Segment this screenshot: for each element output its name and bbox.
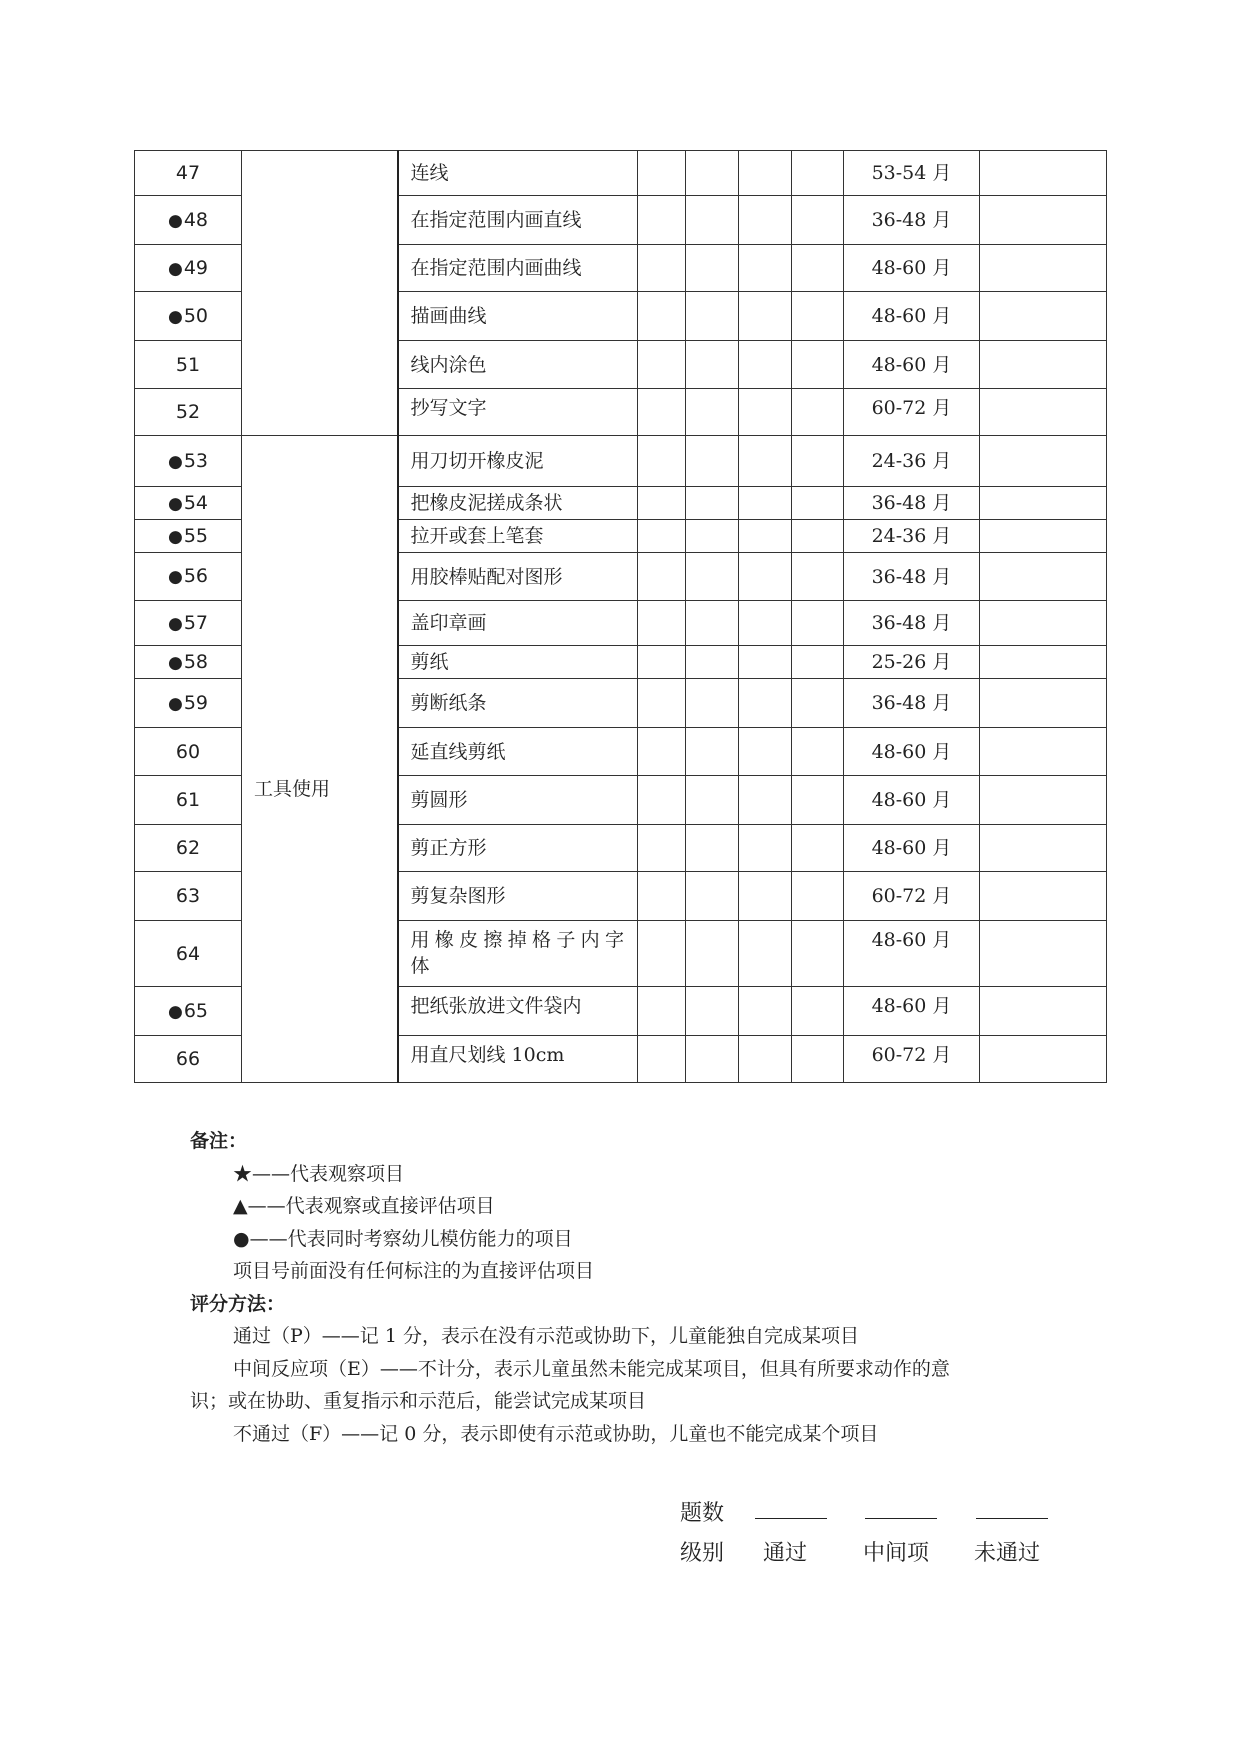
item-number-text: 51 — [175, 353, 201, 376]
age-range: 48-60 月 — [844, 987, 980, 1036]
pass-count-blank[interactable] — [755, 1496, 827, 1519]
notes-section — [190, 1125, 1070, 1450]
item-number — [135, 341, 242, 389]
score-cell[interactable] — [638, 151, 686, 196]
score-cell[interactable] — [638, 872, 686, 921]
remark-cell[interactable] — [980, 487, 1107, 520]
score-cell[interactable] — [739, 921, 792, 987]
notes-title: 备注： — [190, 1130, 248, 1152]
score-cell[interactable] — [686, 389, 739, 436]
age-range: 48-60 月 — [844, 341, 980, 389]
table-row — [135, 436, 1107, 487]
score-cell[interactable] — [638, 292, 686, 341]
score-cell[interactable] — [686, 872, 739, 921]
remark-cell[interactable] — [980, 825, 1107, 872]
age-range: 36-48 月 — [844, 679, 980, 728]
imitation-bullet-icon: ● — [167, 652, 183, 673]
score-cell[interactable] — [739, 1036, 792, 1083]
item-description: 用橡皮擦掉格子内字体 — [398, 921, 638, 987]
item-number — [135, 1036, 242, 1083]
item-description: 在指定范围内画曲线 — [398, 245, 638, 292]
fail-count-blank[interactable] — [976, 1496, 1048, 1519]
remark-cell[interactable] — [980, 1036, 1107, 1083]
item-number-text: 47 — [175, 162, 201, 184]
fail-label: 未通过 — [974, 1541, 1041, 1566]
age-range: 60-72 月 — [844, 1036, 980, 1083]
item-description: 把纸张放进文件袋内 — [398, 987, 638, 1036]
score-cell[interactable] — [739, 872, 792, 921]
imitation-bullet-icon: ● — [167, 693, 183, 714]
remark-cell[interactable] — [980, 872, 1107, 921]
score-cell[interactable] — [792, 872, 844, 921]
score-cell[interactable] — [739, 601, 792, 646]
score-cell[interactable] — [739, 245, 792, 292]
score-cell[interactable] — [739, 679, 792, 728]
score-cell[interactable] — [792, 292, 844, 341]
score-cell[interactable] — [638, 921, 686, 987]
item-description: 拉开或套上笔套 — [398, 520, 638, 553]
score-cell[interactable] — [686, 646, 739, 679]
score-cell[interactable] — [638, 553, 686, 601]
score-cell[interactable] — [686, 987, 739, 1036]
age-range: 48-60 月 — [844, 921, 980, 987]
item-number-text: 57 — [183, 611, 209, 634]
category-cell-blank — [242, 151, 398, 436]
item-description: 剪纸 — [398, 646, 638, 679]
score-cell[interactable] — [739, 196, 792, 245]
age-range: 60-72 月 — [844, 872, 980, 921]
assessment-table — [134, 150, 1107, 1083]
score-cell[interactable] — [686, 553, 739, 601]
item-description: 描画曲线 — [398, 292, 638, 341]
score-cell[interactable] — [739, 151, 792, 196]
score-cell[interactable] — [739, 728, 792, 776]
item-description: 连线 — [398, 151, 638, 196]
item-number — [135, 245, 242, 292]
item-description: 剪圆形 — [398, 776, 638, 825]
score-cell[interactable] — [638, 196, 686, 245]
score-cell[interactable] — [739, 292, 792, 341]
age-range: 36-48 月 — [844, 553, 980, 601]
remark-cell[interactable] — [980, 341, 1107, 389]
item-description: 线内涂色 — [398, 341, 638, 389]
score-cell[interactable] — [792, 825, 844, 872]
score-cell[interactable] — [686, 728, 739, 776]
score-cell[interactable] — [638, 679, 686, 728]
age-range: 24-36 月 — [844, 436, 980, 487]
remark-cell[interactable] — [980, 196, 1107, 245]
score-cell[interactable] — [638, 341, 686, 389]
score-cell[interactable] — [638, 776, 686, 825]
note-star: ★——代表观察项目 — [233, 1162, 405, 1185]
middle-label: 中间项 — [863, 1541, 930, 1566]
age-range: 24-36 月 — [844, 520, 980, 553]
age-range: 36-48 月 — [844, 601, 980, 646]
score-cell[interactable] — [686, 151, 739, 196]
item-description: 剪正方形 — [398, 825, 638, 872]
imitation-bullet-icon: ● — [167, 526, 183, 547]
item-number — [135, 520, 242, 553]
score-cell[interactable] — [739, 520, 792, 553]
score-cell[interactable] — [686, 487, 739, 520]
score-cell[interactable] — [792, 389, 844, 436]
item-number — [135, 553, 242, 601]
scoring-pass: 通过（P）——记 1 分，表示在没有示范或协助下，儿童能独自完成某项目 — [233, 1325, 859, 1347]
note-circle: ●——代表同时考察幼儿模仿能力的项目 — [233, 1227, 573, 1250]
item-description: 剪断纸条 — [398, 679, 638, 728]
age-range: 60-72 月 — [844, 389, 980, 436]
item-number-text: 56 — [183, 565, 209, 587]
item-description: 用刀切开橡皮泥 — [398, 436, 638, 487]
remark-cell[interactable] — [980, 292, 1107, 341]
imitation-bullet-icon: ● — [167, 613, 183, 634]
item-description: 抄写文字 — [398, 389, 638, 436]
remark-cell[interactable] — [980, 679, 1107, 728]
item-description: 盖印章画 — [398, 601, 638, 646]
score-cell[interactable] — [638, 1036, 686, 1083]
item-number — [135, 487, 242, 520]
score-cell[interactable] — [792, 151, 844, 196]
score-cell[interactable] — [792, 601, 844, 646]
item-number-text: 62 — [175, 837, 201, 859]
score-cell[interactable] — [792, 921, 844, 987]
score-cell[interactable] — [686, 196, 739, 245]
category-cell-tool-use: 工具使用 — [242, 436, 398, 1083]
item-number — [135, 825, 242, 872]
score-cell[interactable] — [638, 487, 686, 520]
score-cell[interactable] — [739, 436, 792, 487]
middle-count-blank[interactable] — [865, 1496, 937, 1519]
age-range: 25-26 月 — [844, 646, 980, 679]
remark-cell[interactable] — [980, 987, 1107, 1036]
score-cell[interactable] — [792, 1036, 844, 1083]
imitation-bullet-icon: ● — [167, 258, 183, 279]
score-cell[interactable] — [638, 646, 686, 679]
age-range: 53-54 月 — [844, 151, 980, 196]
scoring-emerge-line1: 中间反应项（E）——不计分，表示儿童虽然未能完成某项目，但具有所要求动作的意 — [233, 1357, 950, 1380]
score-cell[interactable] — [792, 553, 844, 601]
score-cell[interactable] — [686, 292, 739, 341]
remark-cell[interactable] — [980, 601, 1107, 646]
item-number-text: 54 — [183, 491, 209, 514]
item-number-text: 61 — [175, 789, 201, 811]
item-number-text: 59 — [183, 691, 209, 714]
age-range: 48-60 月 — [844, 245, 980, 292]
item-number — [135, 151, 242, 196]
imitation-bullet-icon: ● — [167, 306, 183, 327]
score-cell[interactable] — [686, 601, 739, 646]
item-number-text: 65 — [183, 999, 209, 1022]
score-cell[interactable] — [739, 487, 792, 520]
note-triangle: ▲——代表观察或直接评估项目 — [233, 1195, 495, 1217]
remark-cell[interactable] — [980, 553, 1107, 601]
table-row — [135, 151, 1107, 196]
remark-cell[interactable] — [980, 151, 1107, 196]
age-range: 48-60 月 — [844, 776, 980, 825]
age-range: 48-60 月 — [844, 728, 980, 776]
score-cell[interactable] — [792, 487, 844, 520]
remark-cell[interactable] — [980, 646, 1107, 679]
score-cell[interactable] — [686, 679, 739, 728]
imitation-bullet-icon: ● — [167, 1001, 183, 1022]
item-number — [135, 389, 242, 436]
age-range: 48-60 月 — [844, 825, 980, 872]
item-number-text: 64 — [175, 942, 201, 965]
score-cell[interactable] — [686, 776, 739, 825]
score-cell[interactable] — [792, 987, 844, 1036]
item-number — [135, 679, 242, 728]
item-number — [135, 872, 242, 921]
score-cell[interactable] — [638, 245, 686, 292]
item-number-text: 50 — [183, 304, 209, 327]
item-number-text: 53 — [183, 449, 209, 472]
score-cell[interactable] — [792, 728, 844, 776]
item-description: 剪复杂图形 — [398, 872, 638, 921]
imitation-bullet-icon: ● — [167, 210, 183, 231]
item-number — [135, 646, 242, 679]
age-range: 36-48 月 — [844, 487, 980, 520]
remark-cell[interactable] — [980, 921, 1107, 987]
item-number — [135, 776, 242, 825]
score-cell[interactable] — [792, 679, 844, 728]
item-number — [135, 987, 242, 1036]
score-cell[interactable] — [686, 1036, 739, 1083]
remark-cell[interactable] — [980, 776, 1107, 825]
score-cell[interactable] — [739, 825, 792, 872]
score-cell[interactable] — [686, 921, 739, 987]
item-description: 用直尺划线 10cm — [398, 1036, 638, 1083]
scoring-fail: 不通过（F）——记 0 分，表示即使有示范或协助，儿童也不能完成某个项目 — [233, 1422, 879, 1445]
score-cell[interactable] — [638, 825, 686, 872]
score-cell[interactable] — [792, 776, 844, 825]
score-cell[interactable] — [739, 389, 792, 436]
item-description: 把橡皮泥搓成条状 — [398, 487, 638, 520]
score-cell[interactable] — [792, 520, 844, 553]
score-cell[interactable] — [739, 646, 792, 679]
score-cell[interactable] — [686, 436, 739, 487]
imitation-bullet-icon: ● — [167, 567, 183, 587]
item-number — [135, 292, 242, 341]
item-number-text: 55 — [183, 524, 209, 547]
item-number — [135, 921, 242, 987]
remark-cell[interactable] — [980, 728, 1107, 776]
score-cell[interactable] — [792, 436, 844, 487]
item-description: 用胶棒贴配对图形 — [398, 553, 638, 601]
score-cell[interactable] — [792, 341, 844, 389]
score-cell[interactable] — [792, 245, 844, 292]
remark-cell[interactable] — [980, 436, 1107, 487]
score-cell[interactable] — [638, 728, 686, 776]
remark-cell[interactable] — [980, 245, 1107, 292]
item-number-text: 58 — [183, 650, 209, 673]
remark-cell[interactable] — [980, 389, 1107, 436]
score-cell[interactable] — [638, 436, 686, 487]
remark-cell[interactable] — [980, 520, 1107, 553]
pass-label: 通过 — [763, 1541, 808, 1566]
imitation-bullet-icon: ● — [167, 493, 183, 514]
item-description: 在指定范围内画直线 — [398, 196, 638, 245]
score-cell[interactable] — [792, 646, 844, 679]
score-cell[interactable] — [638, 520, 686, 553]
item-number-text: 48 — [183, 208, 209, 231]
score-cell[interactable] — [686, 341, 739, 389]
age-range: 48-60 月 — [844, 292, 980, 341]
score-cell[interactable] — [739, 987, 792, 1036]
scoring-emerge-line2: 识；或在协助、重复指示和示范后，能尝试完成某项目 — [190, 1390, 647, 1412]
count-label: 题数 — [680, 1501, 725, 1526]
item-number — [135, 436, 242, 487]
score-cell[interactable] — [739, 553, 792, 601]
level-label: 级别 — [680, 1541, 725, 1566]
score-cell[interactable] — [638, 389, 686, 436]
item-number-text: 63 — [175, 885, 201, 907]
score-cell[interactable] — [686, 520, 739, 553]
score-cell[interactable] — [638, 987, 686, 1036]
item-number-text: 52 — [175, 401, 201, 423]
item-number — [135, 728, 242, 776]
item-number — [135, 196, 242, 245]
imitation-bullet-icon: ● — [167, 451, 183, 472]
item-number-text: 66 — [175, 1048, 201, 1070]
score-cell[interactable] — [686, 825, 739, 872]
score-cell[interactable] — [686, 245, 739, 292]
score-cell[interactable] — [792, 196, 844, 245]
score-cell[interactable] — [739, 341, 792, 389]
item-number-text: 60 — [175, 740, 201, 763]
item-number — [135, 601, 242, 646]
note-plain: 项目号前面没有任何标注的为直接评估项目 — [233, 1260, 595, 1282]
score-cell[interactable] — [739, 776, 792, 825]
score-cell[interactable] — [638, 601, 686, 646]
age-range: 36-48 月 — [844, 196, 980, 245]
scoring-title: 评分方法： — [190, 1292, 286, 1315]
item-description: 延直线剪纸 — [398, 728, 638, 776]
item-number-text: 49 — [183, 256, 209, 279]
